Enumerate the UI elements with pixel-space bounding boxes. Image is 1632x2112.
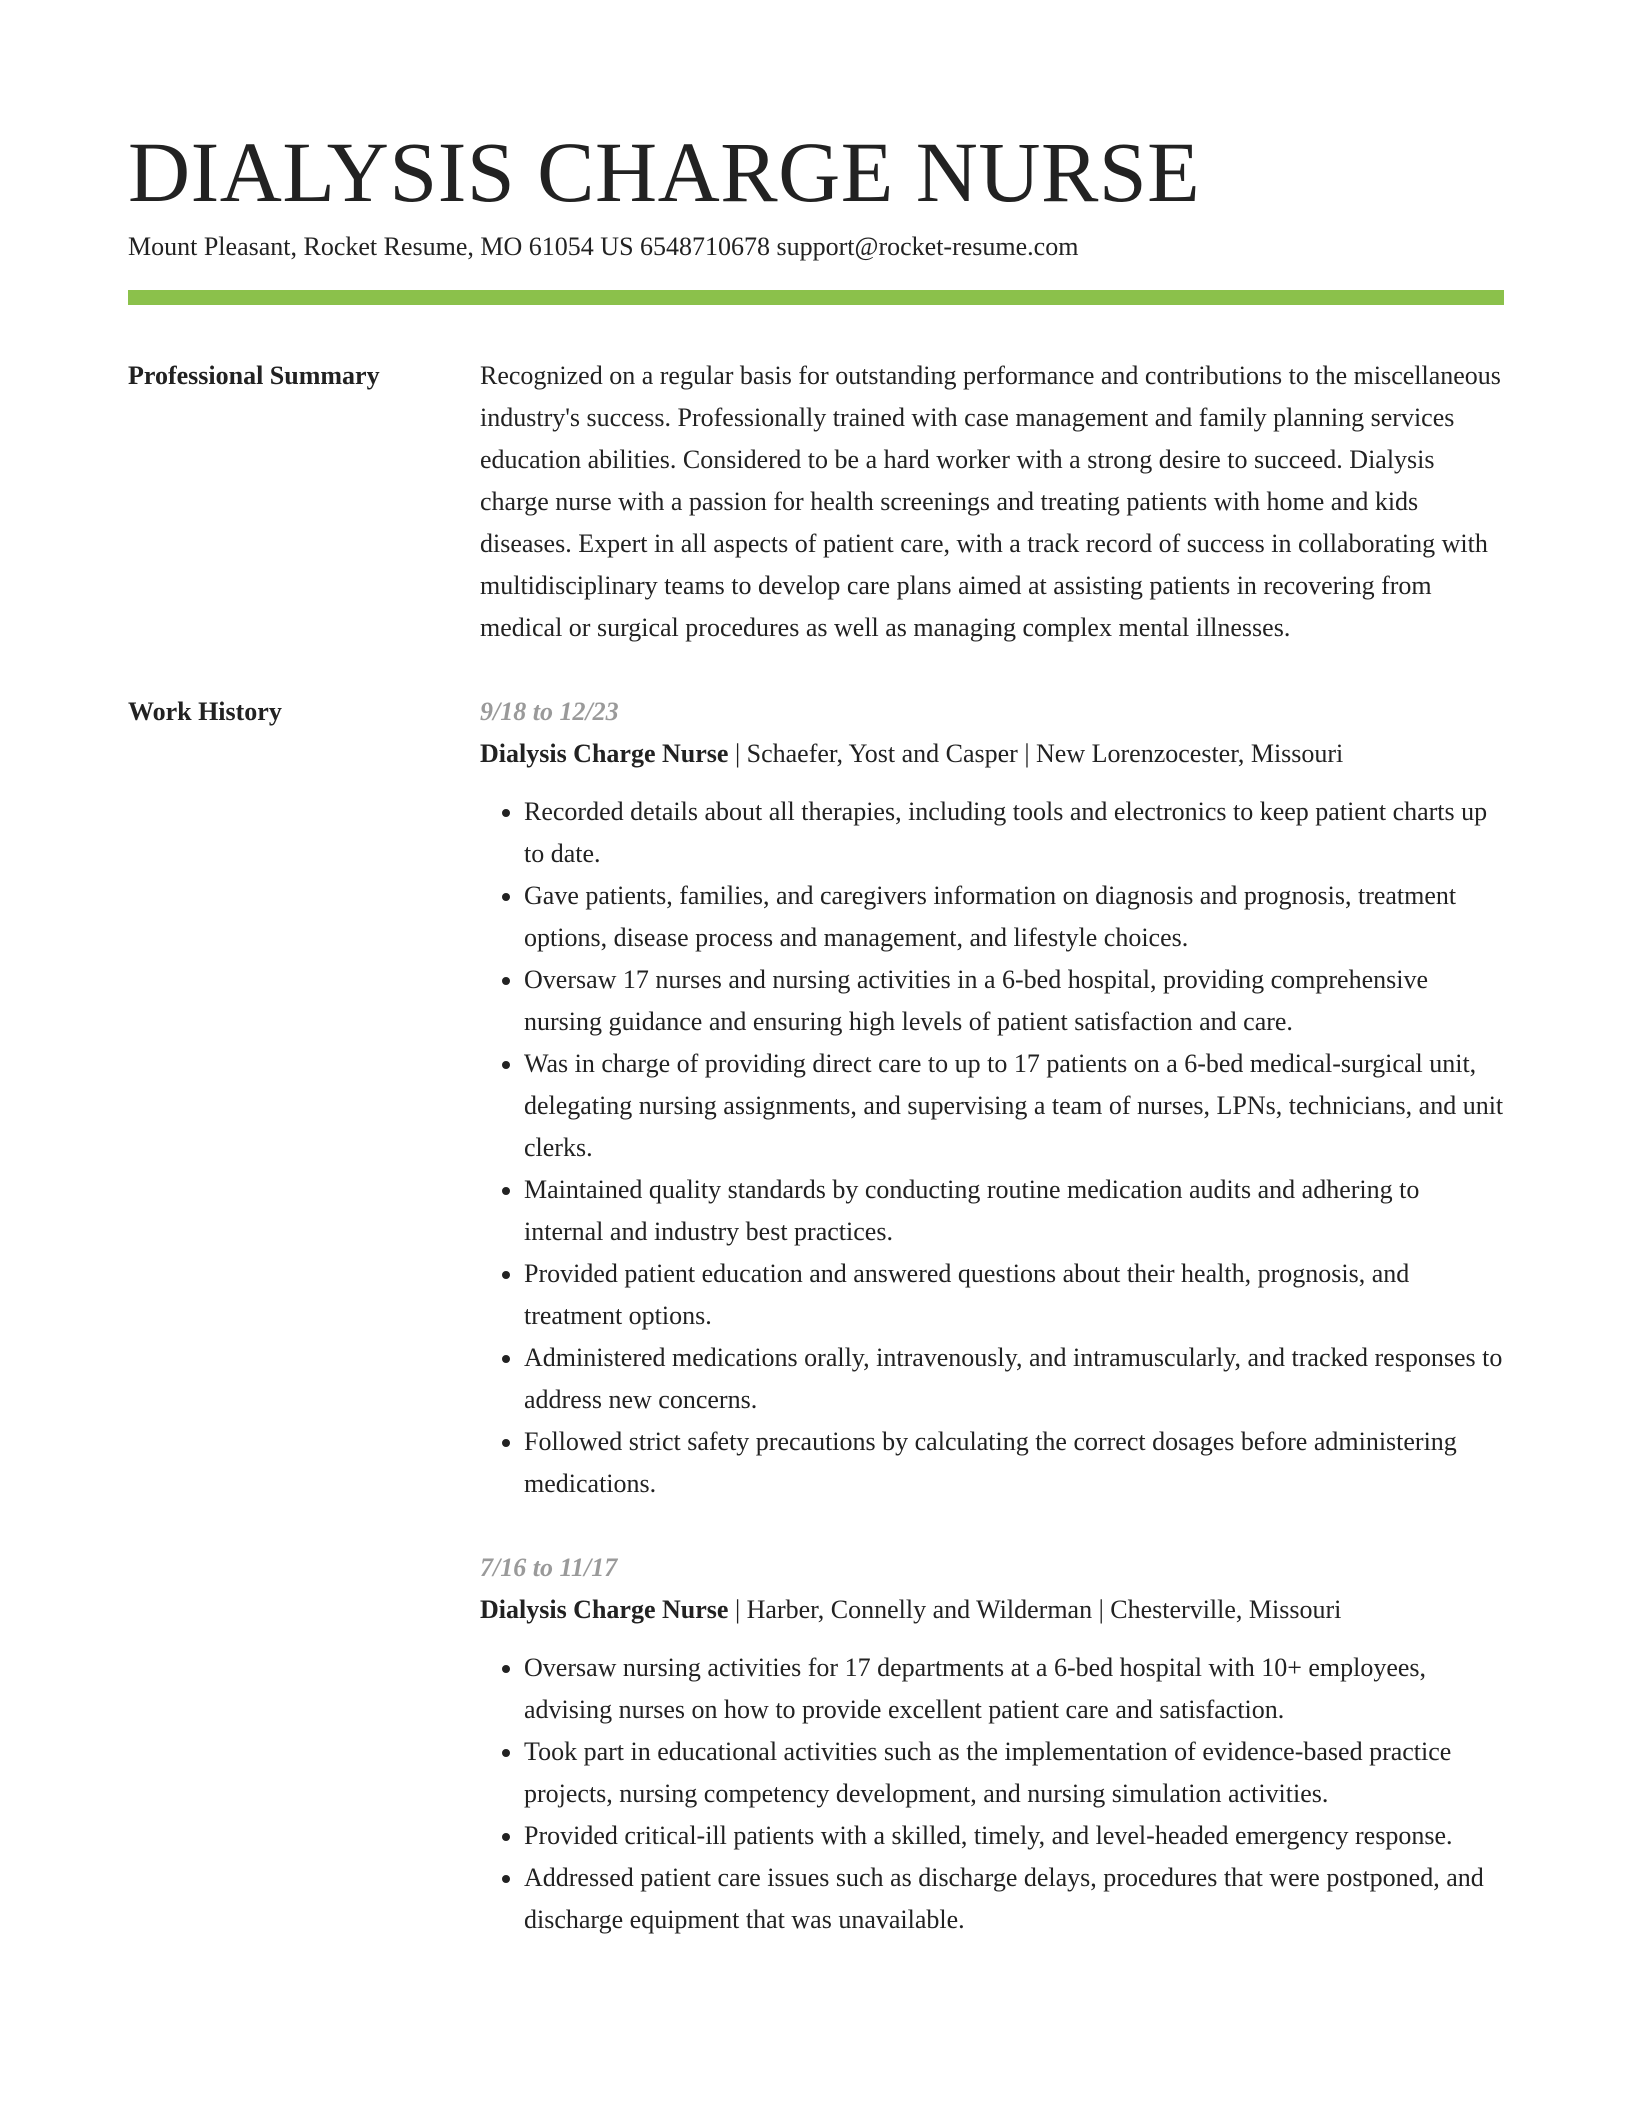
work-history-list: [480, 691, 1504, 1983]
job-entry: [480, 1547, 1504, 1941]
job-bullet: • Took part in educational activities such as the implementation of evidence-based practice projects, nursing competency development, and nursing simulation activities.: [524, 1731, 1504, 1815]
header-divider: [128, 290, 1504, 305]
contact-info: Mount Pleasant, Rocket Resume, MO 61054 US 6548710678 support@rocket-resume.com: [128, 232, 1079, 261]
job-title: Dialysis Charge Nurse: [480, 1595, 729, 1624]
job-bullet: • Addressed patient care issues such as discharge delays, procedures that were postponed, and discharge equipment that was unavailable.: [524, 1857, 1504, 1941]
section-label-summary: Professional Summary: [128, 361, 380, 390]
job-bullet: • Maintained quality standards by conducting routine medication audits and adhering to internal and industry best practices.: [524, 1169, 1504, 1253]
job-entry: [480, 691, 1504, 1505]
job-dates: 7/16 to 11/17: [480, 1553, 618, 1582]
job-bullet: • Provided patient education and answered questions about their health, prognosis, and treatment options.: [524, 1253, 1504, 1337]
job-bullet: • Followed strict safety precautions by calculating the correct dosages before administering medications.: [524, 1421, 1504, 1505]
work-history-section: [128, 691, 1504, 1983]
job-bullet: • Oversaw nursing activities for 17 departments at a 6-bed hospital with 10+ employees, advising nurses on how to provide excellent patient care and satisfaction.: [524, 1647, 1504, 1731]
job-bullet: • Oversaw 17 nurses and nursing activities in a 6-bed hospital, providing comprehensive nursing guidance and ensuring high levels of patient satisfaction and care.: [524, 959, 1504, 1043]
job-bullet: • Administered medications orally, intravenously, and intramuscularly, and tracked responses to address new concerns.: [524, 1337, 1504, 1421]
job-bullets: [480, 1647, 1504, 1941]
summary-section: [128, 355, 1504, 649]
job-bullet: • Provided critical-ill patients with a skilled, timely, and level-headed emergency response.: [524, 1815, 1504, 1857]
job-title: Dialysis Charge Nurse: [480, 739, 729, 768]
job-bullet: • Gave patients, families, and caregivers information on diagnosis and prognosis, treatment options, disease process and management, and lifestyle choices.: [524, 875, 1504, 959]
job-employer-location: | Schaefer, Yost and Casper | New Lorenzocester, Missouri: [728, 739, 1344, 768]
job-employer-location: | Harber, Connelly and Wilderman | Chesterville, Missouri: [728, 1595, 1342, 1624]
summary-text: Recognized on a regular basis for outstanding performance and contributions to the miscellaneous industry's success. Professionally trained with case management and family planning services education abilities. Considered to be a hard worker with a strong desire to succeed. Dialysis charge nurse with a passion for health screenings and treating patients with home and kids diseases. Expert in all aspects of patient care, with a track record of success in collaborating with multidisciplinary teams to develop care plans aimed at assisting patients in recovering from medical or surgical procedures as well as managing complex mental illnesses.: [480, 361, 1501, 642]
job-bullet: • Was in charge of providing direct care to up to 17 patients on a 6-bed medical-surgical unit, delegating nursing assignments, and supervising a team of nurses, LPNs, technicians, and unit clerks.: [524, 1043, 1504, 1169]
job-heading: [480, 1589, 1504, 1631]
job-bullets: [480, 791, 1504, 1505]
job-dates: 9/18 to 12/23: [480, 697, 619, 726]
job-bullet: • Recorded details about all therapies, including tools and electronics to keep patient charts up to date.: [524, 791, 1504, 875]
job-heading: [480, 733, 1504, 775]
resume-page: [128, 0, 1504, 1983]
section-label-work-history: Work History: [128, 697, 282, 726]
candidate-title: DIALYSIS CHARGE NURSE: [128, 124, 1201, 220]
